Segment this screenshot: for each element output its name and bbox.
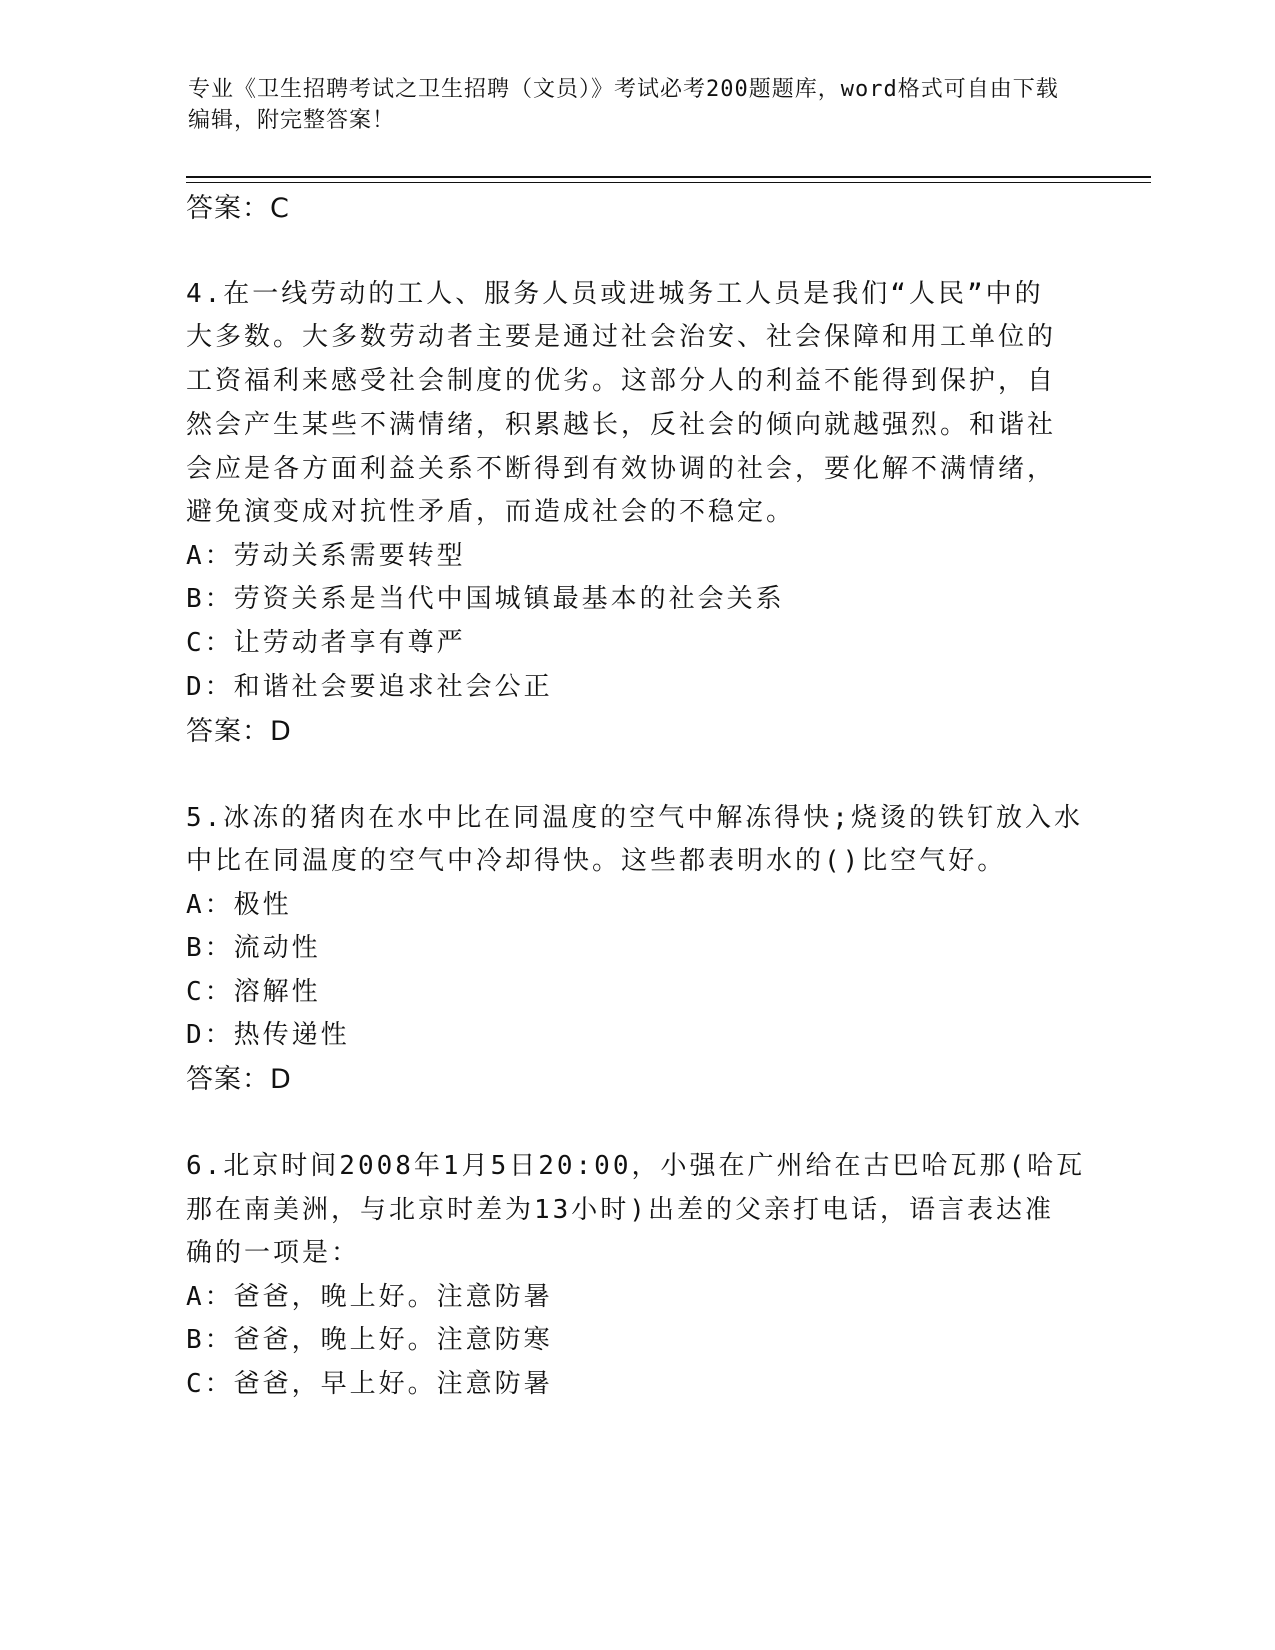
- question-4-line-2: 大多数。大多数劳动者主要是通过社会治安、社会保障和用工单位的: [186, 322, 1057, 352]
- question-5-option-c: C：溶解性: [186, 977, 321, 1007]
- question-6-line-1: 6.北京时间2008年1月5日20:00，小强在广州给在古巴哈瓦那(哈瓦: [186, 1151, 1086, 1181]
- question-5-option-b: B：流动性: [186, 933, 321, 963]
- question-4-line-5: 会应是各方面利益关系不断得到有效协调的社会，要化解不满情绪，: [186, 454, 1057, 484]
- question-4-line-1: 4.在一线劳动的工人、服务人员或进城务工人员是我们“人民”中的: [186, 279, 1044, 309]
- question-4-option-d: D：和谐社会要追求社会公正: [186, 672, 553, 702]
- document-header: 专业《卫生招聘考试之卫生招聘（文员）》考试必考200题题库，word格式可自由下载编辑，附完整答案！: [188, 77, 1059, 133]
- question-4-option-a: A：劳动关系需要转型: [186, 541, 466, 571]
- header-divider-thick: [186, 176, 1151, 178]
- question-5-line-1: 5.冰冻的猪肉在水中比在同温度的空气中解冻得快;烧烫的铁钉放入水: [186, 803, 1083, 833]
- question-5-answer: 答案：D: [186, 1064, 292, 1095]
- header-divider-thin: [186, 182, 1151, 183]
- question-4-option-c: C：让劳动者享有尊严: [186, 628, 466, 658]
- question-6-line-2: 那在南美洲，与北京时差为13小时)出差的父亲打电话，语言表达准: [186, 1195, 1054, 1225]
- previous-answer: 答案：C: [186, 193, 290, 224]
- question-4-line-6: 避免演变成对抗性矛盾，而造成社会的不稳定。: [186, 497, 796, 527]
- question-6-line-3: 确的一项是：: [186, 1238, 361, 1268]
- question-5-line-2: 中比在同温度的空气中冷却得快。这些都表明水的()比空气好。: [186, 846, 1007, 876]
- question-6-option-a: A：爸爸，晚上好。注意防暑: [186, 1282, 553, 1312]
- question-5-option-d: D：热传递性: [186, 1020, 350, 1050]
- question-4-option-b: B：劳资关系是当代中国城镇最基本的社会关系: [186, 584, 785, 614]
- question-5-option-a: A：极性: [186, 890, 292, 920]
- question-4-line-4: 然会产生某些不满情绪，积累越长，反社会的倾向就越强烈。和谐社: [186, 410, 1057, 440]
- question-6-option-b: B：爸爸，晚上好。注意防寒: [186, 1325, 553, 1355]
- question-4-answer: 答案：D: [186, 716, 292, 747]
- question-4-line-3: 工资福利来感受社会制度的优劣。这部分人的利益不能得到保护，自: [186, 366, 1057, 396]
- question-6-option-c: C：爸爸，早上好。注意防暑: [186, 1369, 553, 1399]
